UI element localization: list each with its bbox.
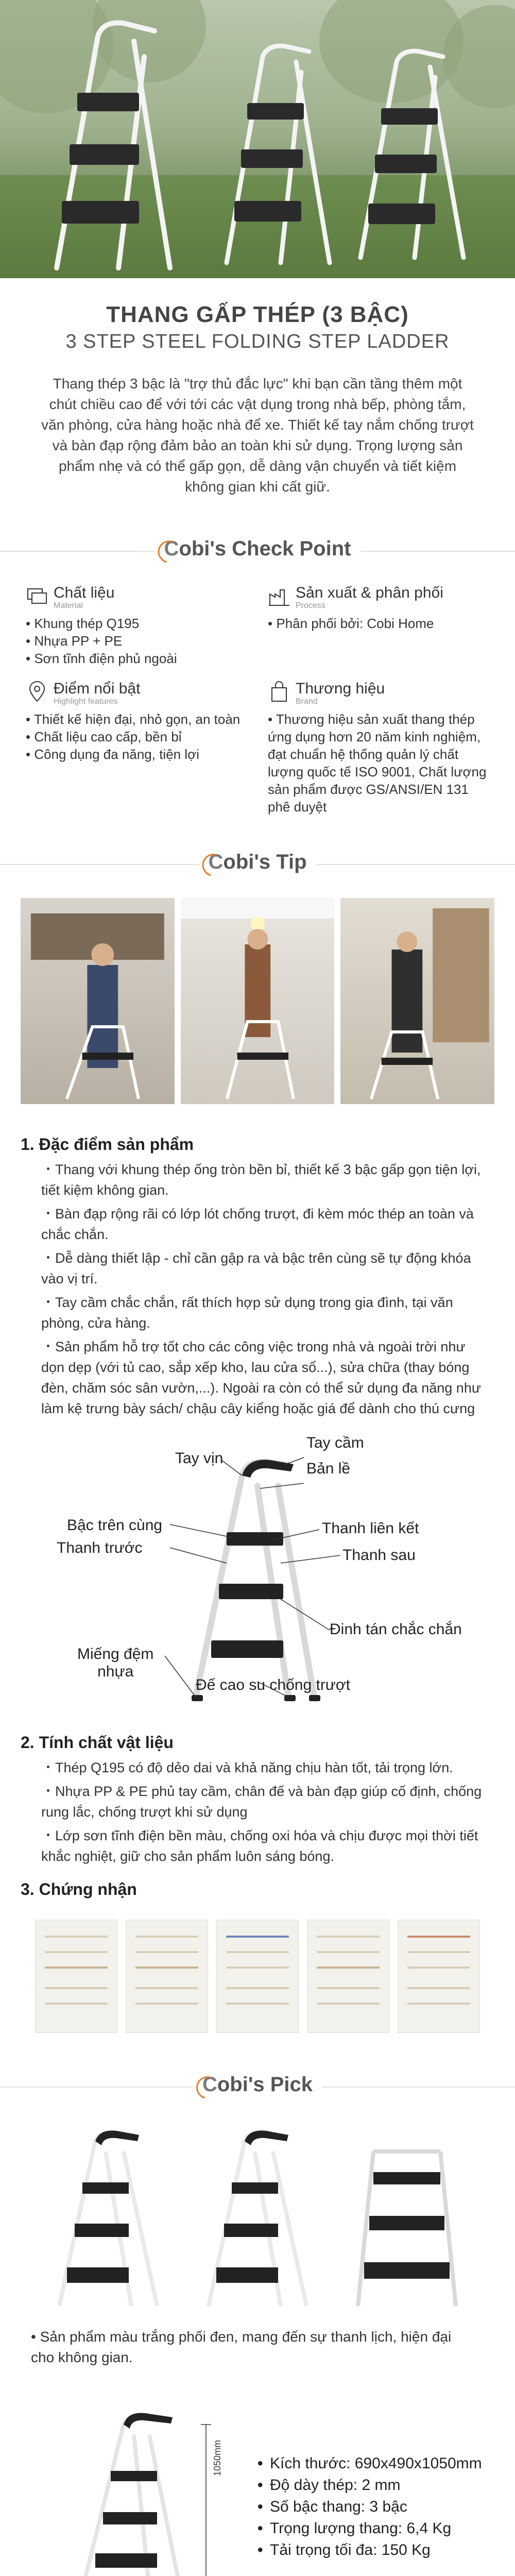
- tip-photo-bulb: [181, 898, 335, 1104]
- checkpoint-highlight: Điểm nổi bật Highlight features • Thiết kế hiện đại, nhỏ gọn, an toàn • Chất liệu cao cấp, bền bỉ • Công dụng đa năng, tiện lợi: [26, 680, 241, 762]
- ladder-product-image: [188, 2121, 327, 2311]
- ladders-illustration: [0, 0, 515, 278]
- ladder-product-image: [337, 2121, 476, 2311]
- location-pin-icon: [26, 681, 48, 703]
- bag-icon: [268, 681, 290, 703]
- certificate-image: [126, 1920, 208, 2033]
- checkpoint-process: Sản xuất & phân phối Process • Phân phối bởi: Cobi Home: [268, 584, 443, 631]
- factory-icon: [268, 585, 290, 607]
- tip-photos: [0, 893, 515, 1125]
- tip-photo-kitchen: [21, 898, 175, 1104]
- layers-icon: [26, 585, 48, 607]
- certificate-image: [307, 1920, 389, 2033]
- features-heading: 1. Đặc điểm sản phẩm: [21, 1135, 194, 1154]
- label-tay-vin: Tay vịn: [175, 1450, 224, 1467]
- certificates: [0, 1904, 515, 2048]
- certs-heading: 3. Chứng nhận: [21, 1880, 137, 1899]
- pick-heading: Cobi's Pick: [0, 2064, 515, 2110]
- label-thanh-sau: Thanh sau: [342, 1547, 416, 1564]
- checkpoint-brand: Thương hiệu Brand • Thương hiệu sản xuất thang thép ứng dụng hơn 20 năm kinh nghiệm, đạt chuẩn hệ thống quản lý chất lượng quốc tế ISO 9001, Chất lượng sản phẩm được GS/ANSI/EN 131 phê duyệt: [268, 680, 487, 815]
- pick-gallery: [0, 2115, 515, 2316]
- spec-section: [0, 2378, 515, 2576]
- product-title: THANG GẤP THÉP (3 BẬC): [106, 302, 409, 327]
- features-text: ・Thang với khung thép ống tròn bền bỉ, thiết kế 3 bậc gấp gọn tiện lợi, tiết kiệm không gian. ・Bàn đạp rộng rãi có lớp lót chống trượt, đi kèm móc thép an toàn và chắc chắn. ・Dễ dàng thiết lập - chỉ cần gập ra và bậc trên cùng sẽ tự động khóa vào vị trí. ・Tay cầm chắc chắn, rất thích hợp sử dụng trong gia đình, tại văn phòng, cửa hàng. ・Sản phẩm hỗ trợ tốt cho các công việc trong nhà và ngoài trời như dọn dẹp (với tủ cao, sắp xếp kho, lau cửa sổ...), sửa chữa (thay bóng đèn, chăm sóc sân vườn,...). Ngoài ra còn có thể sử dụng đa năng như làm kệ trưng bày sách/ chậu cây kiểng hoặc giá để dành cho thú cưng: [41, 1162, 481, 1416]
- dimension-height: 1050mm: [212, 2439, 222, 2476]
- spec-list: • Kích thước: 690x490x1050mm • Độ dày thép: 2 mm • Số bậc thang: 3 bậc • Trọng lượng thang: 6,4 Kg • Tải trọng tối đa: 150 Kg: [258, 2453, 482, 2561]
- product-intro: Thang thép 3 bậc là "trợ thủ đắc lực" khi bạn cần tầng thêm một chút chiều cao để với tới các vật dụng trong nhà bếp, phòng tắm, văn phòng, cửa hàng hoặc nhà để xe. Thiết kế tay nắm chống trượt và bàn đạp rộng đảm bảo an toàn khi sử dụng. Trọng lượng sản phẩm nhẹ và có thể gấp gọn, dễ dàng vận chuyển và tiết kiệm không gian khi cất giữ.: [41, 376, 474, 495]
- label-bac-tren-cung: Bậc trên cùng: [67, 1517, 163, 1534]
- checkpoint-grid: [0, 580, 515, 826]
- ladder-product-image: [39, 2121, 178, 2311]
- label-dinh-tan: Đinh tán chắc chắn: [330, 1621, 462, 1638]
- certificate-image: [35, 1920, 117, 2033]
- certificate-image: [216, 1920, 299, 2033]
- label-tay-cam: Tay cầm: [306, 1434, 364, 1451]
- hero-image: [0, 0, 515, 278]
- tip-photo-shelf: [340, 898, 494, 1104]
- label-thanh-lien-ket: Thanh liên kết: [322, 1520, 419, 1537]
- material-heading: 2. Tính chất vật liệu: [21, 1733, 174, 1752]
- material-text: ・Thép Q195 có độ dẻo dai và khả năng chịu hàn tốt, tải trọng lớn. ・Nhựa PP & PE phủ tay cầm, chân đế và bàn đạp giúp cố định, chống rung lắc, chống trượt khi sử dụng ・Lớp sơn tĩnh điện bền màu, chống oxi hóa và chịu được mọi thời tiết khắc nghiệt, giữ cho sản phẩm luôn sáng bóng.: [41, 1760, 482, 1864]
- certificate-image: [398, 1920, 480, 2033]
- tip-heading: Cobi's Tip: [0, 841, 515, 888]
- ladder-parts-diagram: [0, 1429, 515, 1718]
- label-ban-le: Bản lề: [306, 1460, 351, 1477]
- pick-description: • Sản phẩm màu trắng phối đen, mang đến sự thanh lịch, hiện đại cho không gian.: [31, 2329, 452, 2365]
- label-thanh-truoc: Thanh trước: [57, 1539, 143, 1556]
- spec-diagram: [21, 2394, 247, 2576]
- product-subtitle: 3 STEP STEEL FOLDING STEP LADDER: [65, 331, 450, 352]
- label-de-cao-su: Đế cao su chống trượt: [196, 1676, 350, 1693]
- checkpoint-heading: Cobi's Check Point: [0, 528, 515, 574]
- label-mieng-dem: Miếng đệm nhựa: [77, 1646, 154, 1680]
- checkpoint-material: Chất liệu Material • Khung thép Q195 • Nhựa PP + PE • Sơn tĩnh điện phủ ngoài: [26, 584, 177, 666]
